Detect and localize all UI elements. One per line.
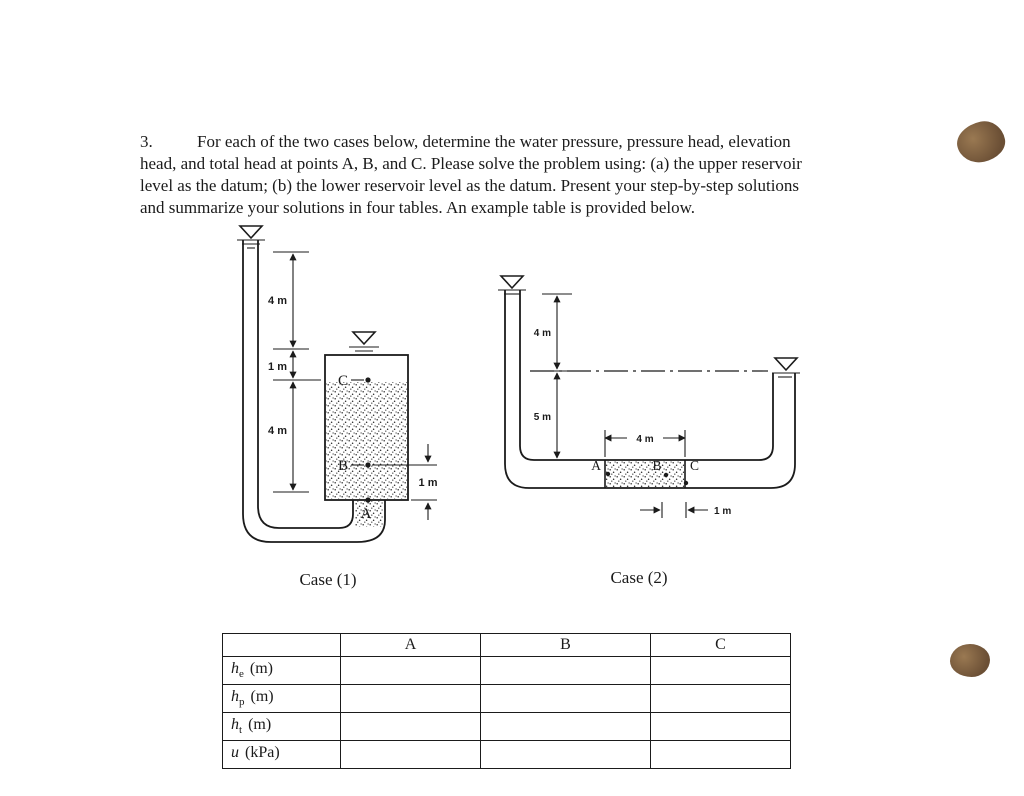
point-b-label: B (652, 458, 662, 473)
summary-table (222, 633, 791, 769)
left-water-surface-icon (498, 276, 526, 294)
table-cell-empty (481, 713, 651, 741)
point-b-label: B (337, 458, 348, 474)
point-a-marker (606, 472, 610, 476)
table-row-ht (223, 713, 791, 741)
soil-plug (605, 460, 685, 488)
table-header-a: A (341, 634, 481, 657)
table-cell-empty (651, 713, 791, 741)
scan-artifact-stain-top (953, 117, 1008, 166)
table-cell-empty (481, 741, 651, 769)
point-a-label: A (360, 506, 372, 522)
case1-dimensions (268, 252, 321, 492)
dim-label-1m-right: 1 m (418, 477, 438, 489)
problem-line-1 (140, 131, 802, 153)
dim-label-4m-upper: 4 m (268, 295, 287, 307)
problem-statement (140, 131, 802, 219)
u-tube (505, 290, 795, 488)
table-cell-empty (651, 657, 791, 685)
point-b-marker (664, 473, 668, 477)
case2-diagram (490, 272, 810, 562)
table-cell-empty (481, 685, 651, 713)
dim-label-1m: 1 m (714, 506, 732, 517)
point-c-marker (365, 377, 370, 382)
problem-number: 3. (140, 132, 153, 151)
table-cell-empty (341, 741, 481, 769)
table-row-hp (223, 685, 791, 713)
scan-artifact-stain-bottom (950, 644, 990, 677)
case1-right-dimension (411, 444, 438, 520)
case2-caption: Case (2) (610, 568, 668, 587)
case2-dimensions (534, 294, 572, 458)
dim-label-plug-4m: 4 m (636, 434, 654, 445)
table-corner-cell (223, 634, 341, 657)
point-b-marker (365, 462, 370, 467)
case1-caption: Case (1) (299, 570, 357, 589)
table-cell-empty (651, 741, 791, 769)
row-label-he: $h_e$ (m) (223, 657, 341, 685)
table-row-u (223, 741, 791, 769)
case1-diagram (215, 222, 465, 552)
dim-label-4m: 4 m (533, 328, 551, 339)
table-cell-empty (651, 685, 791, 713)
row-label-hp: $h_p$ (m) (223, 685, 341, 713)
point-c-label: C (690, 458, 700, 473)
table-header-c: C (651, 634, 791, 657)
table-header-row (223, 634, 791, 657)
column-water-surface-icon (349, 332, 379, 351)
problem-line-4: and summarize your solutions in four tables. An example table is provided below. (140, 198, 696, 217)
bc-dimension (640, 502, 731, 518)
water-surface-icon (237, 226, 265, 248)
row-label-u: u (kPa) (223, 741, 341, 769)
table-cell-empty (341, 657, 481, 685)
dim-label-1m: 1 m (268, 361, 287, 373)
table-cell-empty (341, 685, 481, 713)
row-label-ht: $h_t$ (m) (223, 713, 341, 741)
point-a-label: A (591, 458, 601, 473)
plug-dimension (605, 430, 685, 457)
point-a-marker (365, 497, 370, 502)
point-c-label: C (337, 373, 348, 389)
dim-label-5m: 5 m (533, 412, 551, 423)
table-header-b: B (481, 634, 651, 657)
problem-text: For each of the two cases below, determine the water pressure, pressure head, elevation (197, 132, 791, 151)
problem-line-2: head, and total head at points A, B, and C. Please solve the problem using: (a) the upper reservoir (140, 154, 802, 173)
table-cell-empty (341, 713, 481, 741)
table-row-he (223, 657, 791, 685)
dim-label-4m-lower: 4 m (268, 425, 287, 437)
table-cell-empty (481, 657, 651, 685)
point-c-marker (684, 481, 688, 485)
problem-line-3: level as the datum; (b) the lower reservoir level as the datum. Present your step-by-step solutions (140, 176, 800, 195)
